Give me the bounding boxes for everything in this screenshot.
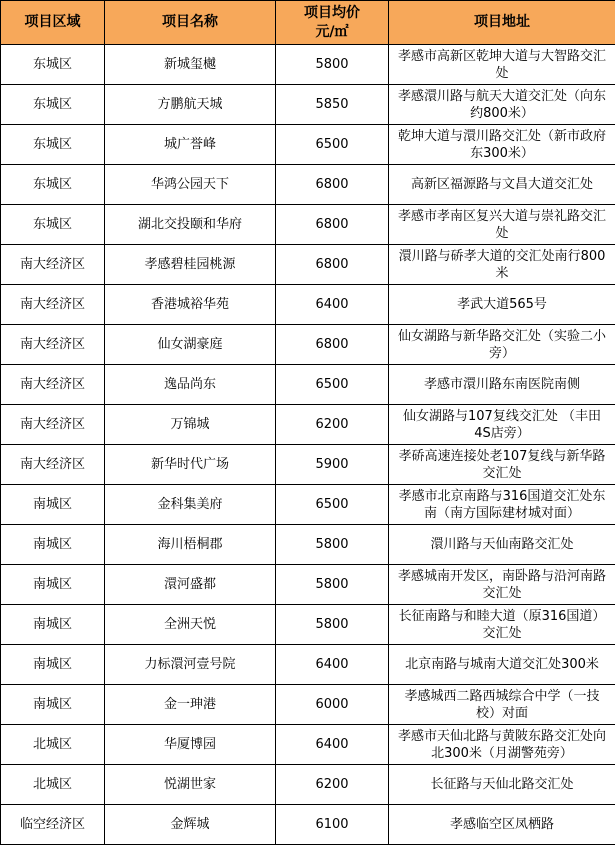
cell-price: 6800 <box>276 325 389 365</box>
cell-name: 香港城裕华苑 <box>105 285 276 325</box>
cell-name: 悦湖世家 <box>105 765 276 805</box>
cell-address: 孝感市孝南区复兴大道与崇礼路交汇处 <box>389 205 615 245</box>
table-row <box>1 365 615 405</box>
table-row <box>1 445 615 485</box>
cell-name: 华鸿公园天下 <box>105 165 276 205</box>
cell-area: 南城区 <box>1 485 105 525</box>
cell-area: 东城区 <box>1 125 105 165</box>
cell-price: 5800 <box>276 565 389 605</box>
cell-price: 6800 <box>276 205 389 245</box>
cell-area: 东城区 <box>1 85 105 125</box>
cell-area: 东城区 <box>1 45 105 85</box>
cell-name: 海川梧桐郡 <box>105 525 276 565</box>
cell-price: 5800 <box>276 605 389 645</box>
cell-area: 东城区 <box>1 205 105 245</box>
cell-address: 孝感市澴川路东南医院南侧 <box>389 365 615 405</box>
table-row <box>1 245 615 285</box>
cell-price: 6500 <box>276 485 389 525</box>
cell-address: 孝感城西二路西城综合中学（一技校）对面 <box>389 685 615 725</box>
cell-address: 乾坤大道与澴川路交汇处（新市政府东300米） <box>389 125 615 165</box>
cell-area: 南城区 <box>1 645 105 685</box>
header-price: 项目均价 元/㎡ <box>276 1 389 45</box>
table-row <box>1 205 615 245</box>
cell-name: 金辉城 <box>105 805 276 845</box>
cell-price: 6200 <box>276 765 389 805</box>
cell-area: 北城区 <box>1 765 105 805</box>
table-row <box>1 285 615 325</box>
cell-address: 孝感临空区凤栖路 <box>389 805 615 845</box>
cell-price: 6400 <box>276 285 389 325</box>
cell-name: 逸品尚东 <box>105 365 276 405</box>
cell-address: 孝武大道565号 <box>389 285 615 325</box>
cell-name: 金一珅港 <box>105 685 276 725</box>
cell-name: 新城玺樾 <box>105 45 276 85</box>
table-row <box>1 805 615 845</box>
cell-name: 方鹏航天城 <box>105 85 276 125</box>
cell-address: 长征路与天仙北路交汇处 <box>389 765 615 805</box>
cell-name: 仙女湖豪庭 <box>105 325 276 365</box>
table-row <box>1 725 615 765</box>
cell-area: 南城区 <box>1 685 105 725</box>
cell-area: 南大经济区 <box>1 445 105 485</box>
table-row <box>1 125 615 165</box>
table-row <box>1 485 615 525</box>
cell-address: 孝感城南开发区，南卧路与沿河南路交汇处 <box>389 565 615 605</box>
cell-price: 6200 <box>276 405 389 445</box>
cell-name: 全洲天悦 <box>105 605 276 645</box>
table-body <box>1 45 615 845</box>
cell-address: 长征南路与和睦大道（原316国道）交汇处 <box>389 605 615 645</box>
cell-price: 6500 <box>276 365 389 405</box>
cell-address: 澴川路与硚孝大道的交汇处南行800米 <box>389 245 615 285</box>
cell-area: 北城区 <box>1 725 105 765</box>
cell-price: 6800 <box>276 165 389 205</box>
cell-name: 孝感碧桂园桃源 <box>105 245 276 285</box>
cell-area: 南大经济区 <box>1 405 105 445</box>
header-area: 项目区域 <box>1 1 105 45</box>
table-row <box>1 45 615 85</box>
cell-area: 南大经济区 <box>1 285 105 325</box>
cell-name: 新华时代广场 <box>105 445 276 485</box>
table-row <box>1 85 615 125</box>
cell-address: 孝感澴川路与航天大道交汇处（向东约800米） <box>389 85 615 125</box>
table-row <box>1 685 615 725</box>
cell-price: 5800 <box>276 45 389 85</box>
table-row <box>1 565 615 605</box>
table-row <box>1 325 615 365</box>
cell-name: 澴河盛都 <box>105 565 276 605</box>
cell-name: 湖北交投颐和华府 <box>105 205 276 245</box>
table-row <box>1 605 615 645</box>
cell-price: 6100 <box>276 805 389 845</box>
cell-price: 6400 <box>276 645 389 685</box>
cell-name: 城广誉峰 <box>105 125 276 165</box>
cell-address: 高新区福源路与文昌大道交汇处 <box>389 165 615 205</box>
header-address: 项目地址 <box>389 1 615 45</box>
cell-price: 6400 <box>276 725 389 765</box>
cell-address: 孝感市天仙北路与黄陂东路交汇处向北300米（月湖警苑旁） <box>389 725 615 765</box>
cell-area: 临空经济区 <box>1 805 105 845</box>
header-row <box>1 1 615 45</box>
cell-address: 孝感市北京南路与316国道交汇处东南（南方国际建材城对面） <box>389 485 615 525</box>
cell-address: 澴川路与天仙南路交汇处 <box>389 525 615 565</box>
cell-price: 6000 <box>276 685 389 725</box>
cell-address: 仙女湖路与新华路交汇处（实验二小旁） <box>389 325 615 365</box>
cell-name: 金科集美府 <box>105 485 276 525</box>
cell-address: 孝硚高速连接处老107复线与新华路交汇处 <box>389 445 615 485</box>
cell-price: 5850 <box>276 85 389 125</box>
cell-address: 仙女湖路与107复线交汇处 （丰田4S店旁） <box>389 405 615 445</box>
table-row <box>1 405 615 445</box>
cell-area: 南城区 <box>1 605 105 645</box>
cell-price: 6800 <box>276 245 389 285</box>
cell-name: 力标澴河壹号院 <box>105 645 276 685</box>
cell-price: 5900 <box>276 445 389 485</box>
cell-area: 南大经济区 <box>1 365 105 405</box>
cell-area: 南城区 <box>1 525 105 565</box>
cell-name: 万锦城 <box>105 405 276 445</box>
cell-address: 北京南路与城南大道交汇处300米 <box>389 645 615 685</box>
cell-area: 南大经济区 <box>1 245 105 285</box>
cell-name: 华厦博园 <box>105 725 276 765</box>
table-row <box>1 765 615 805</box>
cell-area: 南城区 <box>1 565 105 605</box>
cell-price: 5800 <box>276 525 389 565</box>
cell-price: 6500 <box>276 125 389 165</box>
cell-area: 东城区 <box>1 165 105 205</box>
table-row <box>1 645 615 685</box>
cell-address: 孝感市高新区乾坤大道与大智路交汇处 <box>389 45 615 85</box>
table-row <box>1 165 615 205</box>
cell-area: 南大经济区 <box>1 325 105 365</box>
table-row <box>1 525 615 565</box>
header-name: 项目名称 <box>105 1 276 45</box>
